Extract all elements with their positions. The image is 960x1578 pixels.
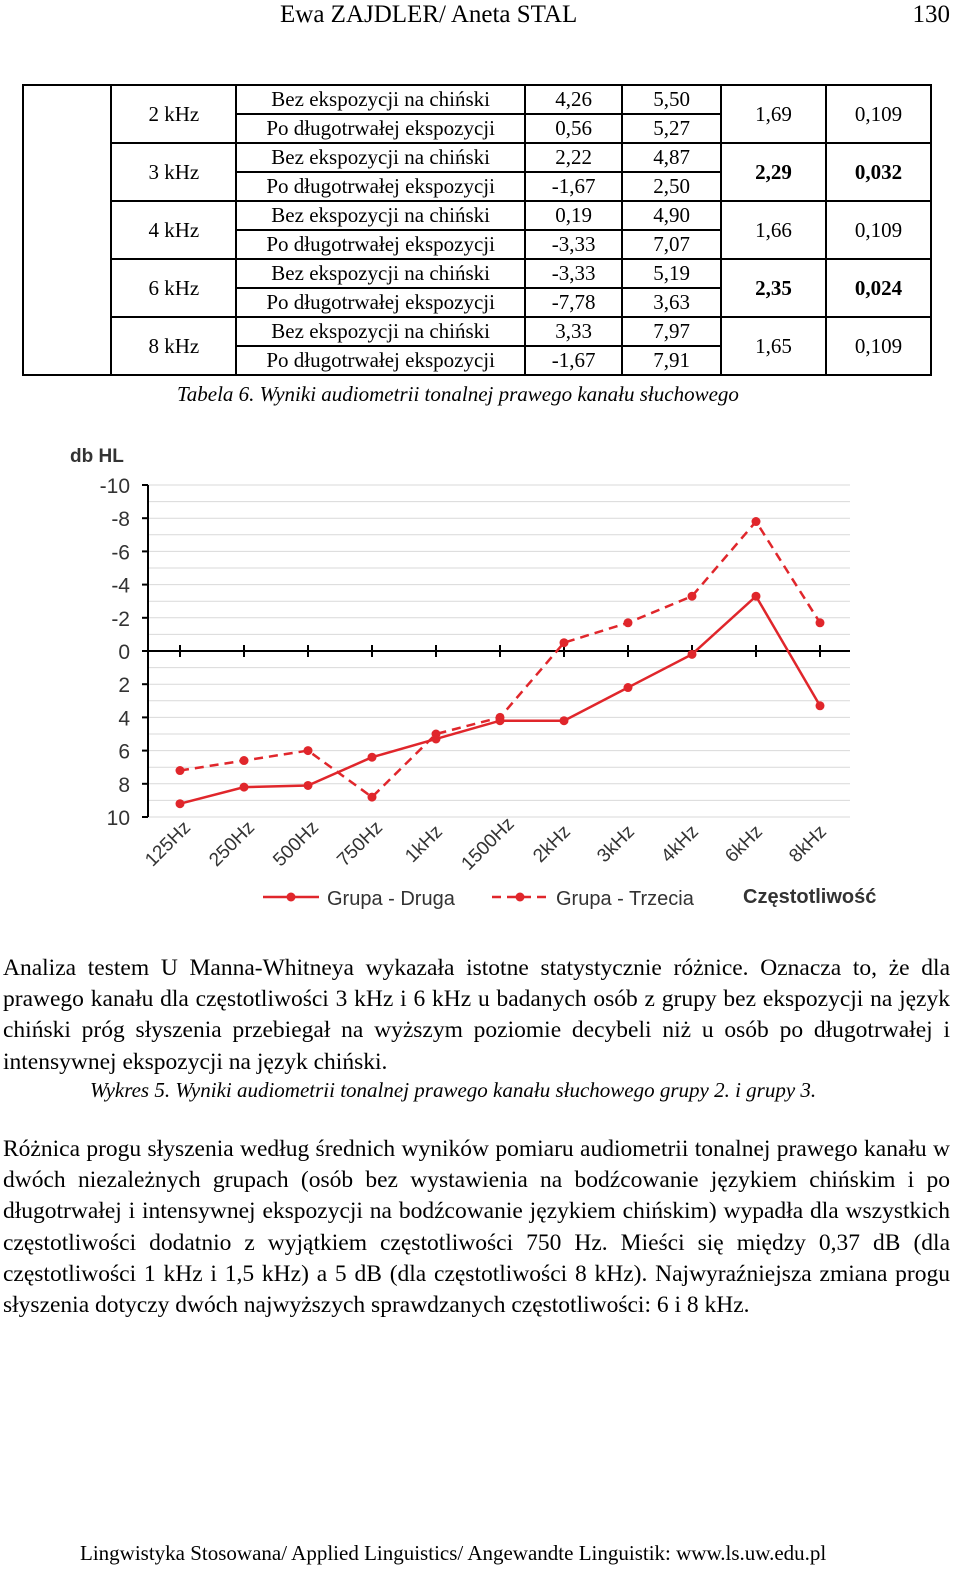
value-cell: 2,50 [622, 172, 721, 201]
value-cell: 2,22 [525, 143, 622, 172]
data-point [176, 766, 185, 775]
paragraph-mann-whitney: Analiza testem U Manna-Whitneya wykazała istotne statystycznie różnice. Oznacza to, że dla prawego kanału dla częstotliwości 3 kHz i 6 kHz u badanych osób z grupy bez ekspozycji na język chiński próg słyszenia przebiegał na wyższym poziomie decybeli niż u osób po długotrwałej i intensywnej ekspozycji na język chiński. [3, 955, 950, 1075]
frequency-cell: 2 kHz [111, 85, 236, 143]
data-point [496, 713, 505, 722]
data-point [240, 783, 249, 792]
value-cell: -7,78 [525, 288, 622, 317]
table-row [23, 317, 931, 346]
value-cell: 4,90 [622, 201, 721, 230]
frequency-cell: 8 kHz [111, 317, 236, 375]
x-tick-labels [141, 814, 831, 875]
y-tick-label: 2 [118, 674, 130, 698]
data-point [368, 753, 377, 762]
data-point [304, 746, 313, 755]
y-axis-label: db HL [70, 446, 124, 467]
x-tick-label: 1500Hz [457, 813, 519, 875]
chart-series [176, 517, 825, 808]
data-point [560, 638, 569, 647]
value-cell: -1,67 [525, 172, 622, 201]
value-cell: -1,67 [525, 346, 622, 375]
legend-label: Grupa - Trzecia [556, 888, 694, 910]
y-tick-label: 6 [118, 740, 130, 764]
data-point [240, 756, 249, 765]
page-number: 130 [912, 1, 950, 28]
y-tick-label: 8 [118, 773, 130, 797]
data-point [752, 592, 761, 601]
y-tick-label: -4 [111, 574, 130, 598]
data-point [688, 592, 697, 601]
table-row [23, 143, 931, 172]
data-point [688, 650, 697, 659]
y-tick-label: -2 [111, 607, 130, 631]
p-value-cell: 0,109 [826, 317, 931, 375]
data-point [176, 799, 185, 808]
z-statistic-cell: 1,65 [721, 317, 826, 375]
data-point [624, 618, 633, 627]
data-point [816, 618, 825, 627]
series-line [180, 522, 820, 798]
data-point [432, 730, 441, 739]
table-row [23, 85, 931, 114]
value-cell: -3,33 [525, 230, 622, 259]
x-tick-label: 4kHz [657, 821, 703, 867]
condition-cell: Po długotrwałej ekspozycji [236, 346, 525, 375]
x-tick-label: 500Hz [269, 817, 323, 871]
y-tick-label: 0 [118, 641, 130, 664]
p-value-cell: 0,032 [826, 143, 931, 201]
data-point [368, 793, 377, 802]
value-cell: 5,27 [622, 114, 721, 143]
p-value-cell: 0,109 [826, 201, 931, 259]
z-statistic-cell: 1,69 [721, 85, 826, 143]
x-tick-label: 3kHz [593, 821, 639, 867]
z-statistic-cell: 2,35 [721, 259, 826, 317]
value-cell: 7,91 [622, 346, 721, 375]
condition-cell: Bez ekspozycji na chiński [236, 201, 525, 230]
y-tick-label: -6 [111, 541, 130, 565]
y-tick-label: 4 [118, 707, 130, 731]
data-point [560, 716, 569, 725]
condition-cell: Po długotrwałej ekspozycji [236, 172, 525, 201]
frequency-cell: 4 kHz [111, 201, 236, 259]
chart-legend [263, 888, 695, 910]
x-tick-label: 6kHz [721, 821, 767, 867]
running-header-authors: Ewa ZAJDLER/ Aneta STAL [280, 1, 578, 28]
condition-cell: Bez ekspozycji na chiński [236, 259, 525, 288]
value-cell: 7,07 [622, 230, 721, 259]
value-cell: 3,33 [525, 317, 622, 346]
p-value-cell: 0,109 [826, 85, 931, 143]
condition-cell: Po długotrwałej ekspozycji [236, 230, 525, 259]
condition-cell: Po długotrwałej ekspozycji [236, 288, 525, 317]
value-cell: -3,33 [525, 259, 622, 288]
x-tick-label: 125Hz [141, 817, 195, 871]
x-tick-label: 8kHz [785, 821, 831, 867]
frequency-cell: 6 kHz [111, 259, 236, 317]
condition-cell: Po długotrwałej ekspozycji [236, 114, 525, 143]
legend-label: Grupa - Druga [327, 888, 455, 910]
data-point [816, 701, 825, 710]
z-statistic-cell: 2,29 [721, 143, 826, 201]
value-cell: 3,63 [622, 288, 721, 317]
data-point [304, 781, 313, 790]
y-tick-label: -10 [99, 475, 130, 498]
table-caption: Tabela 6. Wyniki audiometrii tonalnej prawego kanału słuchowego [177, 382, 739, 406]
table-row [23, 201, 931, 230]
chart-caption: Wykres 5. Wyniki audiometrii tonalnej prawego kanału słuchowego grupy 2. i grupy 3. [90, 1078, 817, 1102]
p-value-cell: 0,024 [826, 259, 931, 317]
frequency-cell: 3 kHz [111, 143, 236, 201]
audiometry-chart [60, 440, 890, 920]
table-empty-cell [23, 85, 111, 375]
condition-cell: Bez ekspozycji na chiński [236, 85, 525, 114]
x-tick-label: 1kHz [401, 821, 447, 867]
series-line [180, 596, 820, 804]
data-point [752, 517, 761, 526]
condition-cell: Bez ekspozycji na chiński [236, 317, 525, 346]
value-cell: 5,19 [622, 259, 721, 288]
legend-marker [287, 893, 296, 902]
value-cell: 7,97 [622, 317, 721, 346]
value-cell: 5,50 [622, 85, 721, 114]
results-table [22, 84, 932, 376]
x-tick-label: 750Hz [333, 817, 387, 871]
x-tick-label: 250Hz [205, 817, 259, 871]
paragraph-difference: Różnica progu słyszenia według średnich wyników pomiaru audiometrii tonalnej prawego kanału w dwóch niezależnych grupach (osób bez wystawienia na bodźcowanie językiem chińskim i po długotrwałej i intensywnej ekspozycji na bodźcowanie językiem chińskim) wypadła dla wszystkich częstotliwości dodatnio z wyjątkiem częstotliwości 750 Hz. Mieści się między 0,37 dB (dla częstotliwości 1 kHz i 1,5 kHz) a 5 dB (dla częstotliwości 8 kHz). Najwyraźniejsza zmiana progu słyszenia dotyczy dwóch najwyższych sprawdzanych częstotliwości: 6 i 8 kHz. [3, 1136, 950, 1319]
x-tick-label: 2kHz [529, 821, 575, 867]
footer-journal: Lingwistyka Stosowana/ Applied Linguistics/ Angewandte Linguistik: www.ls.uw.edu.pl [80, 1541, 827, 1565]
data-point [624, 683, 633, 692]
value-cell: 0,56 [525, 114, 622, 143]
y-tick-labels [100, 475, 131, 830]
y-tick-label: 10 [106, 807, 130, 830]
y-tick-label: -8 [111, 508, 130, 532]
legend-marker [516, 893, 525, 902]
value-cell: 4,87 [622, 143, 721, 172]
table-row [23, 259, 931, 288]
z-statistic-cell: 1,66 [721, 201, 826, 259]
x-axis-label: Częstotliwość [743, 886, 877, 908]
condition-cell: Bez ekspozycji na chiński [236, 143, 525, 172]
value-cell: 0,19 [525, 201, 622, 230]
value-cell: 4,26 [525, 85, 622, 114]
